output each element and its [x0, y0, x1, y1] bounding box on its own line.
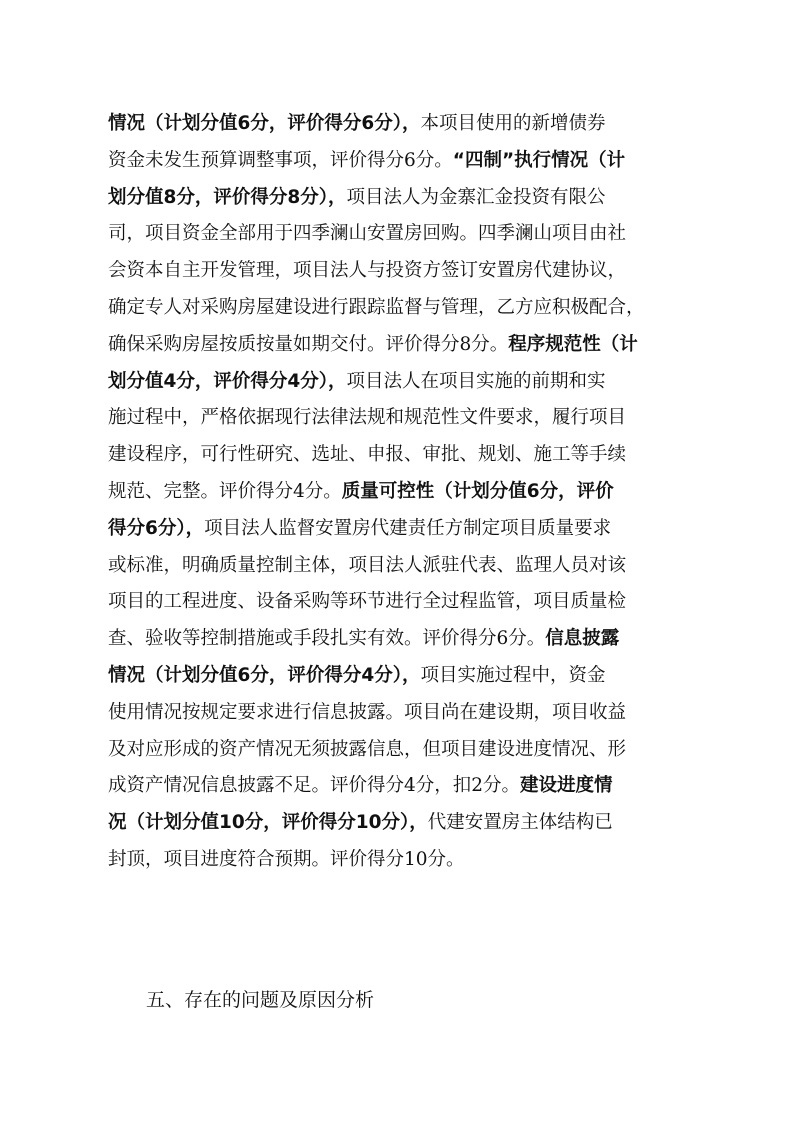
bold-text-run: 得分6分）， — [108, 517, 205, 539]
text-run: 规范、完整。评价得分4分。 — [108, 480, 342, 502]
text-run: 项目法人为金寨汇金投资有限公 — [346, 186, 606, 208]
bold-text-run: 况（计划分值10分，评价得分10分）， — [108, 812, 428, 834]
bold-text-run: 程序规范性（计 — [508, 333, 638, 355]
text-run: 司，项目资金全部用于四季澜山安置房回购。四季澜山项目由社 — [108, 223, 627, 245]
paragraph-line — [108, 732, 708, 769]
paragraph-line — [108, 548, 708, 585]
paragraph-line — [108, 474, 708, 511]
text-run: 会资本自主开发管理，项目法人与投资方签订安置房代建协议， — [108, 260, 627, 282]
text-run: 建设程序，可行性研究、选址、申报、审批、规划、施工等手续 — [108, 444, 627, 466]
paragraph-line — [108, 180, 708, 217]
paragraph-line — [108, 253, 708, 290]
paragraph-line — [108, 216, 708, 253]
paragraph-line — [108, 695, 708, 732]
text-run: 项目的工程进度、设备采购等环节进行全过程监管，项目质量检 — [108, 591, 627, 613]
text-run: 查、验收等控制措施或手段扎实有效。评价得分6分。 — [108, 628, 546, 650]
bold-text-run: 质量可控性（计划分值6分，评价 — [341, 480, 614, 502]
paragraph-line — [108, 400, 708, 437]
bold-text-run: 情况（计划分值6分，评价得分4分）， — [108, 664, 421, 686]
text-run: 成资产情况信息披露不足。评价得分4分，扣2分。 — [108, 775, 521, 797]
paragraph-line — [108, 106, 708, 143]
evaluation-paragraph — [108, 106, 708, 879]
bold-text-run: “四制”执行情况（计 — [452, 149, 626, 171]
text-run: 项目法人监督安置房代建责任方制定项目质量要求 — [204, 517, 612, 539]
text-run: 本项目使用的新增债券 — [420, 113, 606, 134]
text-run: 或标准，明确质量控制主体，项目法人派驻代表、监理人员对该 — [108, 554, 627, 576]
text-run: 使用情况按规定要求进行信息披露。项目尚在建设期，项目收益 — [108, 701, 627, 723]
paragraph-line — [108, 768, 708, 805]
text-run: 施过程中，严格依据现行法律法规和规范性文件要求，履行项目 — [108, 407, 627, 429]
bold-text-run: 信息披露 — [545, 628, 620, 650]
paragraph-line — [108, 842, 708, 879]
text-run: 确定专人对采购房屋建设进行跟踪监督与管理，乙方应积极配合， — [108, 296, 645, 318]
text-run: 及对应形成的资产情况无须披露信息，但项目建设进度情况、形 — [108, 738, 627, 760]
paragraph-line — [108, 364, 708, 401]
paragraph-line — [108, 511, 708, 548]
text-run: 项目实施过程中，资金 — [420, 664, 606, 686]
paragraph-line — [108, 658, 708, 695]
text-run: 确保采购房屋按质按量如期交付。评价得分8分。 — [108, 333, 509, 355]
bold-text-run: 建设进度情 — [520, 775, 613, 797]
text-run: 资金未发生预算调整事项，评价得分6分。 — [108, 149, 453, 171]
paragraph-line — [108, 290, 708, 327]
section-heading: 五、存在的问题及原因分析 — [146, 989, 375, 1011]
text-run: 代建安置房主体结构已 — [427, 812, 613, 834]
paragraph-line — [108, 805, 708, 842]
paragraph-line — [108, 437, 708, 474]
paragraph-line — [108, 327, 708, 364]
paragraph-line — [108, 584, 708, 621]
text-run: 项目法人在项目实施的前期和实 — [346, 370, 606, 392]
bold-text-run: 划分值8分，评价得分8分）， — [108, 186, 347, 208]
bold-text-run: 划分值4分，评价得分4分）， — [108, 370, 347, 392]
paragraph-line — [108, 621, 708, 658]
bold-text-run: 情况（计划分值6分，评价得分6分）， — [108, 113, 421, 134]
text-run: 封顶，项目进度符合预期。评价得分10分。 — [108, 848, 465, 870]
paragraph-line — [108, 143, 708, 180]
